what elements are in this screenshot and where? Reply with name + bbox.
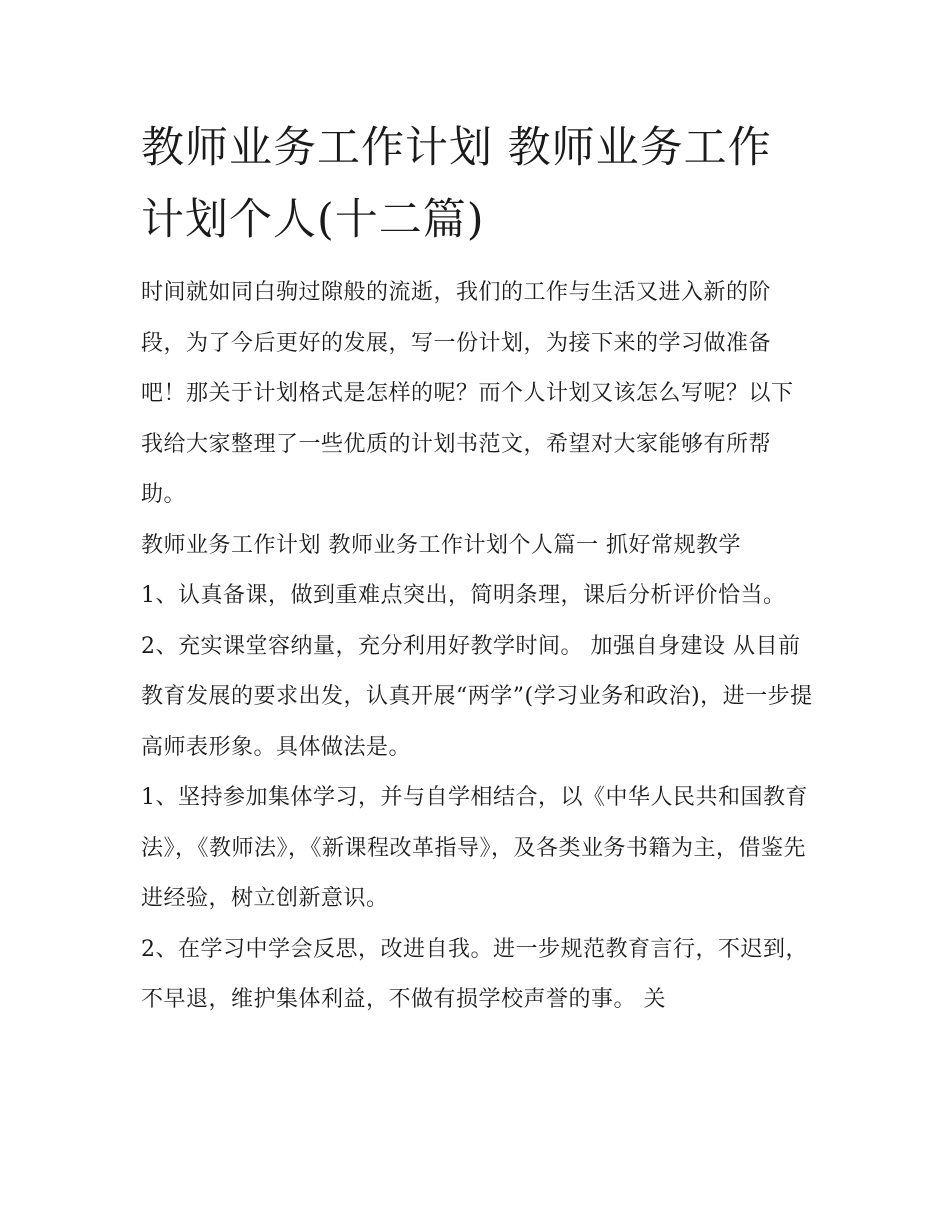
paragraph-item-1: 1、认真备课，做到重难点突出，简明条理，课后分析评价恰当。 <box>141 583 786 608</box>
paragraph-item-2: 2、充实课堂容纳量，充分利用好教学时间。 加强自身建设 从目前教育发展的要求出发，认真开展“两学”(学习业务和政治)，进一步提高师表形象。具体做法是。 <box>141 633 813 760</box>
document-body <box>141 112 813 1026</box>
paragraph-item-3: 1、坚持参加集体学习，并与自学相结合，以《中华人民共和国教育法》，《教师法》，《新课程改革指导》，及各类业务书籍为主，借鉴先进经验，树立创新意识。 <box>141 785 808 911</box>
document-title: 教师业务工作计划 教师业务工作计划个人(十二篇) <box>141 123 772 245</box>
paragraph-section-heading: 教师业务工作计划 教师业务工作计划个人篇一 抓好常规教学 <box>141 532 741 558</box>
paragraph-item-4: 2、在学习中学会反思，改进自我。进一步规范教育言行，不迟到，不早退，维护集体利益，不做有损学校声誉的事。 关 <box>141 936 808 1012</box>
paragraph-intro: 时间就如同白驹过隙般的流逝，我们的工作与生活又进入新的阶段，为了今后更好的发展，写一份计划，为接下来的学习做准备吧！那关于计划格式是怎样的呢？而个人计划又该怎么写呢？以下我给大家整理了一些优质的计划书范文，希望对大家能够有所帮助。 <box>141 280 794 507</box>
